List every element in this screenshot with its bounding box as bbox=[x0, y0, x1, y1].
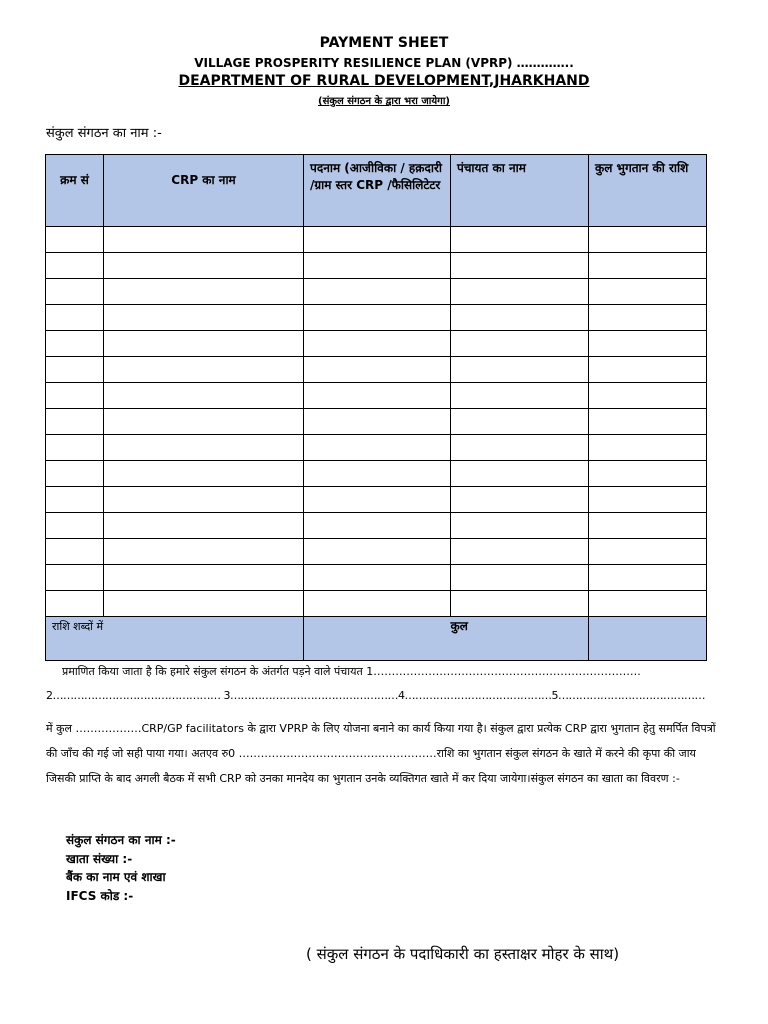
table-cell[interactable] bbox=[46, 279, 104, 305]
table-row bbox=[46, 539, 707, 565]
department-heading: DEAPRTMENT OF RURAL DEVELOPMENT,JHARKHAND bbox=[178, 73, 590, 89]
table-total-row bbox=[46, 617, 707, 661]
table-row bbox=[46, 513, 707, 539]
payment-table bbox=[45, 154, 707, 661]
table-row bbox=[46, 253, 707, 279]
table-row bbox=[46, 461, 707, 487]
table-cell[interactable] bbox=[589, 357, 707, 383]
table-cell[interactable] bbox=[589, 305, 707, 331]
table-cell[interactable] bbox=[104, 227, 304, 253]
table-row bbox=[46, 305, 707, 331]
table-cell[interactable] bbox=[589, 383, 707, 409]
table-cell[interactable] bbox=[304, 591, 451, 617]
table-cell[interactable] bbox=[451, 539, 589, 565]
document-subtitle: VILLAGE PROSPERITY RESILIENCE PLAN (VPRP) ………….. bbox=[194, 56, 574, 70]
ifsc-label: IFCS कोड :- bbox=[66, 888, 134, 903]
table-cell[interactable] bbox=[104, 331, 304, 357]
table-cell[interactable] bbox=[304, 253, 451, 279]
table-cell[interactable] bbox=[304, 305, 451, 331]
table-cell[interactable] bbox=[451, 331, 589, 357]
table-cell[interactable] bbox=[304, 279, 451, 305]
table-cell[interactable] bbox=[46, 357, 104, 383]
table-cell[interactable] bbox=[46, 461, 104, 487]
table-cell[interactable] bbox=[451, 435, 589, 461]
table-cell[interactable] bbox=[451, 227, 589, 253]
table-cell[interactable] bbox=[304, 227, 451, 253]
table-cell[interactable] bbox=[589, 253, 707, 279]
table-row bbox=[46, 331, 707, 357]
table-row bbox=[46, 279, 707, 305]
column-header-panchayat: पंचायत का नाम bbox=[451, 155, 589, 227]
table-cell[interactable] bbox=[104, 513, 304, 539]
table-cell[interactable] bbox=[451, 591, 589, 617]
table-cell[interactable] bbox=[46, 513, 104, 539]
table-cell[interactable] bbox=[304, 435, 451, 461]
certificate-line-2: 2………………………………………… 3…………………………………………4……………………………………5…………………………………… bbox=[46, 689, 705, 702]
table-cell[interactable] bbox=[46, 227, 104, 253]
table-cell[interactable] bbox=[104, 539, 304, 565]
table-row bbox=[46, 435, 707, 461]
total-amount-cell[interactable] bbox=[589, 617, 707, 661]
table-cell[interactable] bbox=[104, 357, 304, 383]
account-number-label: खाता संख्या :- bbox=[66, 851, 133, 866]
table-cell[interactable] bbox=[589, 565, 707, 591]
certificate-paragraph: में कुल ………………CRP/GP facilitators के द्वारा VPRP के लिए योजना बनाने का कार्य किया गया है। संकुल द्वारा प्रत्येक CRP द्वारा भुगतान हेतु समर्पित विपत्रों की जाँच की गई जो सही पाया गया। अतएव रु0 ………………………………………………राशि का भुगतान संकुल संगठन के खाते में करने की कृपा की जाय जिसकी प्राप्ति के बाद अगली बैठक में सभी CRP को उनका मानदेय का भुगतान उनके व्यक्तिगत खाते में कर दिया जायेगा।संकुल संगठन का खाता का विवरण :- bbox=[46, 722, 716, 785]
bank-name-label: बैंक का नाम एवं शाखा bbox=[66, 870, 166, 884]
table-cell[interactable] bbox=[46, 565, 104, 591]
table-cell[interactable] bbox=[46, 331, 104, 357]
table-cell[interactable] bbox=[589, 435, 707, 461]
table-cell[interactable] bbox=[104, 253, 304, 279]
table-cell[interactable] bbox=[304, 409, 451, 435]
amount-in-words-cell[interactable]: राशि शब्दों में bbox=[46, 617, 304, 661]
table-cell[interactable] bbox=[104, 305, 304, 331]
table-cell[interactable] bbox=[451, 565, 589, 591]
table-cell[interactable] bbox=[304, 357, 451, 383]
table-cell[interactable] bbox=[451, 409, 589, 435]
table-cell[interactable] bbox=[451, 305, 589, 331]
table-cell[interactable] bbox=[589, 591, 707, 617]
table-cell[interactable] bbox=[46, 435, 104, 461]
table-row bbox=[46, 409, 707, 435]
table-cell[interactable] bbox=[451, 279, 589, 305]
table-cell[interactable] bbox=[46, 591, 104, 617]
table-cell[interactable] bbox=[46, 539, 104, 565]
table-cell[interactable] bbox=[304, 539, 451, 565]
table-cell[interactable] bbox=[46, 253, 104, 279]
table-cell[interactable] bbox=[304, 487, 451, 513]
signature-note: ( संकुल संगठन के पदाधिकारी का हस्ताक्षर मोहर के साथ) bbox=[306, 945, 620, 963]
document-title: PAYMENT SHEET bbox=[319, 35, 449, 51]
table-row bbox=[46, 565, 707, 591]
total-spacer-cell bbox=[304, 617, 451, 661]
table-cell[interactable] bbox=[46, 409, 104, 435]
table-cell[interactable] bbox=[46, 305, 104, 331]
table-cell[interactable] bbox=[589, 409, 707, 435]
table-cell[interactable] bbox=[589, 487, 707, 513]
table-cell[interactable] bbox=[451, 487, 589, 513]
table-cell[interactable] bbox=[589, 513, 707, 539]
table-cell[interactable] bbox=[451, 357, 589, 383]
fill-note: (संकुल संगठन के द्वारा भरा जायेगा) bbox=[318, 96, 450, 107]
table-cell[interactable] bbox=[589, 461, 707, 487]
table-cell[interactable] bbox=[104, 591, 304, 617]
table-cell[interactable] bbox=[46, 487, 104, 513]
table-cell[interactable] bbox=[46, 383, 104, 409]
table-cell[interactable] bbox=[304, 461, 451, 487]
table-row bbox=[46, 227, 707, 253]
table-cell[interactable] bbox=[104, 383, 304, 409]
table-cell[interactable] bbox=[589, 539, 707, 565]
table-cell[interactable] bbox=[589, 227, 707, 253]
table-cell[interactable] bbox=[589, 279, 707, 305]
table-row bbox=[46, 383, 707, 409]
table-cell[interactable] bbox=[104, 461, 304, 487]
column-header-crp-name: CRP का नाम bbox=[104, 155, 304, 227]
table-cell[interactable] bbox=[104, 409, 304, 435]
table-cell[interactable] bbox=[451, 383, 589, 409]
table-header-row bbox=[46, 155, 707, 227]
column-header-total-amount: कुल भुगतान की राशि bbox=[589, 155, 707, 227]
column-header-serial: क्रम सं bbox=[46, 155, 104, 227]
table-cell[interactable] bbox=[104, 487, 304, 513]
account-details bbox=[66, 831, 176, 905]
org-name-label: संकुल संगठन का नाम :- bbox=[46, 126, 162, 141]
table-cell[interactable] bbox=[104, 565, 304, 591]
table-cell[interactable] bbox=[304, 383, 451, 409]
table-cell[interactable] bbox=[304, 565, 451, 591]
certificate-line-1: प्रमाणित किया जाता है कि हमारे संकुल संगठन के अंतर्गत पड़ने वाले पंचायत 1………………………………………………………………. bbox=[62, 665, 641, 678]
table-cell[interactable] bbox=[451, 461, 589, 487]
account-org-name-label: संकुल संगठन का नाम :- bbox=[66, 833, 176, 847]
table-cell[interactable] bbox=[304, 513, 451, 539]
table-cell[interactable] bbox=[451, 253, 589, 279]
table-cell[interactable] bbox=[451, 513, 589, 539]
table-cell[interactable] bbox=[304, 331, 451, 357]
table-cell[interactable] bbox=[589, 331, 707, 357]
table-cell[interactable] bbox=[104, 435, 304, 461]
table-row bbox=[46, 487, 707, 513]
total-label-cell: कुल bbox=[451, 617, 589, 661]
table-body bbox=[46, 227, 707, 617]
column-header-designation: पदनाम (आजीविका / हक़दारी /ग्राम स्तर CRP /फैसिलिटेटर bbox=[304, 155, 451, 227]
table-cell[interactable] bbox=[104, 279, 304, 305]
table-row bbox=[46, 591, 707, 617]
table-row bbox=[46, 357, 707, 383]
